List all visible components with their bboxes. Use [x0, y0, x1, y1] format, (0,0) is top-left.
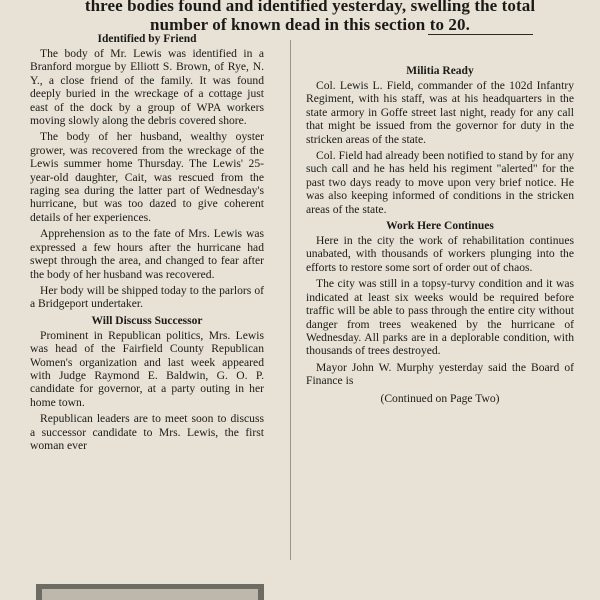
article-paragraph: Apprehension as to the fate of Mrs. Lewis was expressed a few hours after the hurricane had swept through the area, and changed to fear after the body of her husband was recovered. [30, 227, 264, 281]
left-column [30, 32, 264, 455]
photo-edge [36, 584, 264, 600]
article-paragraph: The body of her husband, wealthy oyster grower, was recovered from the wreckage of the Lewis summer home Thursday. The Lewis' 25-year-old daughter, Cait, was rescued from the raging sea during the latter part of Wednesday's hurricane, but was too dazed to give coherent details of her experiences. [30, 130, 264, 224]
headline [70, 0, 550, 34]
section-heading-identified: Identified by Friend [97, 33, 197, 45]
section-heading-militia: Militia Ready [406, 65, 474, 77]
headline-rule [428, 34, 533, 35]
right-column [306, 64, 574, 406]
section-heading-successor: Will Discuss Successor [91, 314, 203, 327]
headline-line-1: three bodies found and identified yesterday, swelling the total [84, 0, 536, 15]
continued-notice: (Continued on Page Two) [380, 391, 500, 405]
column-divider [290, 40, 291, 560]
article-paragraph: Mayor John W. Murphy yesterday said the Board of Finance is [306, 360, 574, 388]
section-heading-work: Work Here Continues [386, 220, 494, 233]
article-paragraph: Prominent in Republican politics, Mrs. Lewis was head of the Fairfield County Republican Women's organization and last week appeared with Judge Raymond E. Baldwin, G. O. P. candidate for governor, at a party outing in her home town. [30, 328, 264, 409]
headline-line-2: number of known dead in this section to 20. [150, 15, 470, 34]
article-paragraph: Republican leaders are to meet soon to discuss a successor candidate to Mrs. Lewis, the first woman ever [30, 412, 264, 452]
article-paragraph: The body of Mr. Lewis was identified in a Branford morgue by Elliott S. Brown, of Rye, N. Y., a close friend of the family. It was found deeply buried in the wreckage of a cottage just east of the dock by a group of WPA workers moving slowly along the debris covered shore. [30, 47, 264, 128]
article-paragraph: Here in the city the work of rehabilitation continues unabated, with thousands of workers plunging into the efforts to restore some sort of order out of chaos. [306, 234, 574, 274]
article-paragraph: Col. Field had already been notified to stand by for any such call and he has held his regiment "alerted" for the past two days ready to move upon very brief notice. He was also keeping informed of conditions in the stricken areas of the state. [306, 149, 574, 216]
article-paragraph: Col. Lewis L. Field, commander of the 102d Infantry Regiment, with his staff, was at his headquarters in the state armory in Goffe street last night, ready for any call that might be issued from the governor for duty in the stricken areas of the state. [306, 79, 574, 146]
article-paragraph: Her body will be shipped today to the parlors of a Bridgeport undertaker. [30, 283, 264, 311]
article-paragraph: The city was still in a topsy-turvy condition and it was indicated at least six weeks would be required before traffic will be able to pass through the entire city without danger from trees weakened by the hurricane of Wednesday. All parks are in a deplorable condition, with thousands of trees destroyed. [306, 277, 574, 358]
